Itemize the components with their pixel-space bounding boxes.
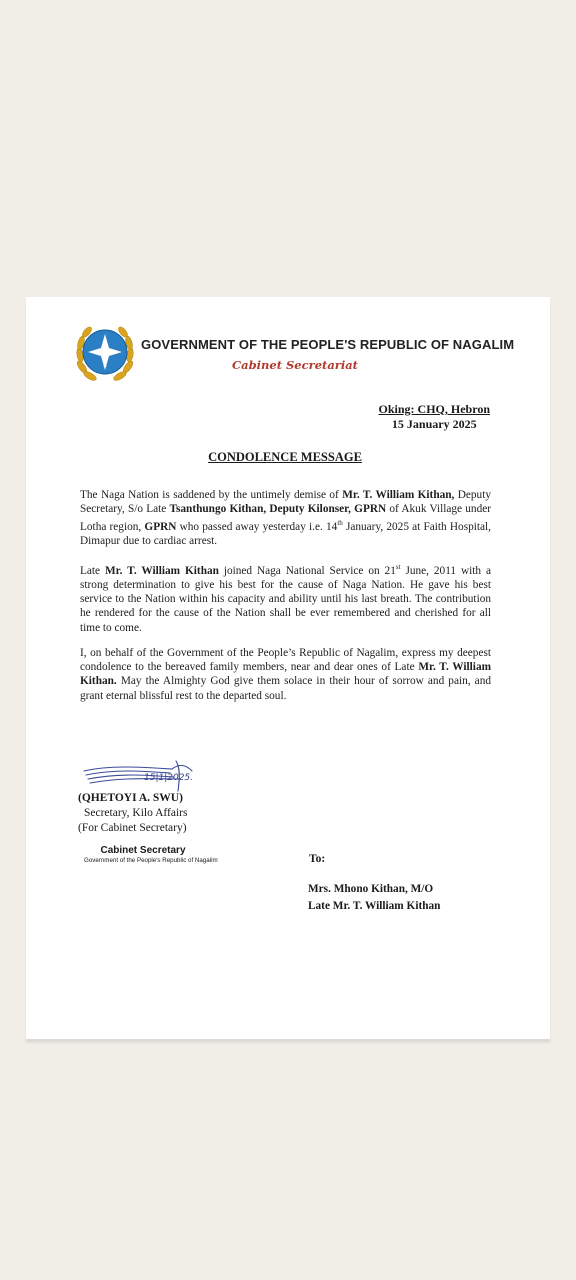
p3-bold-1: Mr. T. William Kithan. <box>80 661 491 688</box>
p1-text-1: The Naga Nation is saddened by the untimely demise of <box>80 489 343 501</box>
signature-date: 15|1|2025. <box>144 773 194 783</box>
stamp-line-2: Government of the People's Republic of Nagalim <box>84 857 218 864</box>
paragraph-3 <box>80 646 491 703</box>
nagalim-emblem-icon <box>70 319 140 385</box>
government-title: GOVERNMENT OF THE PEOPLE'S REPUBLIC OF NAGALIM <box>141 337 515 352</box>
recipient-line-1: Mrs. Mhono Kithan, M/O <box>308 883 434 895</box>
p3-text-2: May the Almighty God give them solace in their hour of sorrow and pain, and grant eternal blissful rest to the departed soul. <box>80 675 491 702</box>
signatory-on-behalf: (For Cabinet Secretary) <box>78 822 187 834</box>
paragraph-2 <box>80 560 491 635</box>
p2-text-1: Late <box>80 564 105 577</box>
p1-text-2: Deputy Secretary, S/o Late <box>80 489 491 516</box>
letter-page <box>26 297 550 1041</box>
p3-text-1: I, on behalf of the Government of the People’s Republic of Nagalim, express my deepest condolence to the bereaved family members, near and dear ones of Late <box>80 647 491 674</box>
stamp-line-1: Cabinet Secretary <box>100 845 186 856</box>
p1-bold-1: Mr. T. William Kithan, <box>342 489 455 501</box>
p1-text-5: January, 2025 at Faith Hospital, Dimapur due to cardiac arrest. <box>80 521 491 548</box>
place-and-date <box>379 402 490 432</box>
paragraph-1 <box>80 488 491 549</box>
official-stamp <box>84 845 234 864</box>
p1-bold-3: GPRN <box>144 521 177 534</box>
letter-heading: CONDOLENCE MESSAGE <box>208 450 362 464</box>
to-label: To: <box>309 853 326 865</box>
p2-text-3: June, 2011 with a strong determination to give his best for the cause of Naga Nation. He gave his best service to the Nation within his capacity and ability until his last breath. The contribution he rendered for the cause of the Nation shall be ever remembered and cherished for all time to come. <box>80 564 491 634</box>
signatory-block <box>78 791 187 836</box>
p2-text-2: joined Naga National Service on 21 <box>218 564 396 577</box>
department-title: Cabinet Secretariat <box>232 358 358 372</box>
p2-superscript: st <box>395 563 401 571</box>
signatory-name: (QHETOYI A. SWU) <box>78 792 183 804</box>
letter-location: Oking: CHQ, Hebron <box>378 402 490 416</box>
p1-bold-2: Tsanthungo Kithan, Deputy Kilonser, GPRN <box>169 503 387 516</box>
signatory-title: Secretary, Kilo Affairs <box>84 807 188 819</box>
p1-text-3: of Akuk Village under Lotha region, <box>80 503 491 534</box>
letter-date: 15 January 2025 <box>391 417 477 431</box>
p1-text-4: who passed away yesterday i.e. 14 <box>176 521 338 534</box>
recipient-block <box>308 881 440 915</box>
p2-bold-1: Mr. T. William Kithan <box>104 564 219 577</box>
recipient-line-2: Late Mr. T. William Kithan <box>308 900 441 912</box>
p1-superscript: th <box>337 519 343 528</box>
